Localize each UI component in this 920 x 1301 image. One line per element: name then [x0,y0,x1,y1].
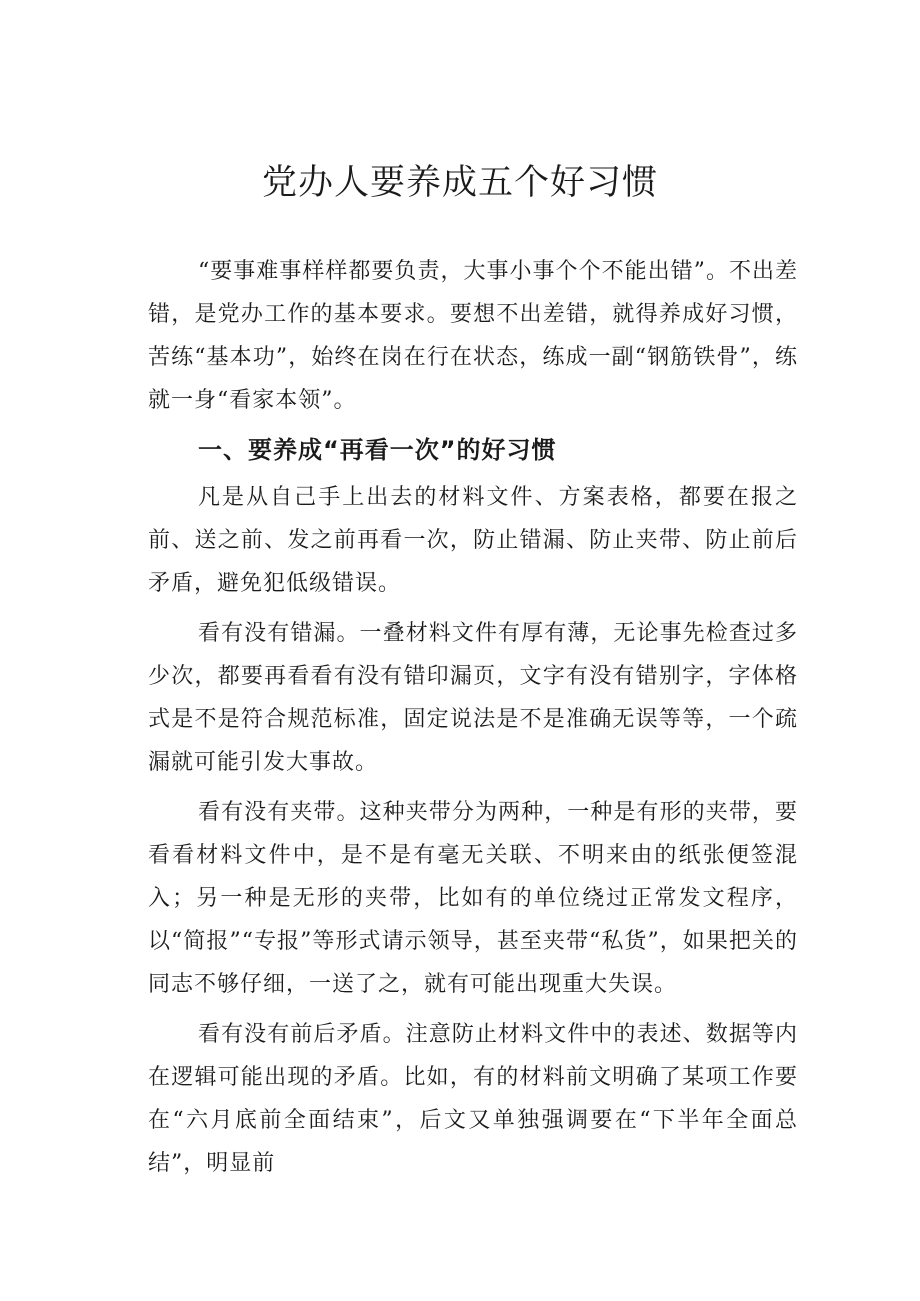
paragraph-overview: 凡是从自己手上出去的材料文件、方案表格，都要在报之前、送之前、发之前再看一次，防止错漏、防止夹带、防止前后矛盾，避免犯低级错误。 [148,485,798,596]
paragraph-contradictions: 看有没有前后矛盾。注意防止材料文件中的表述、数据等内在逻辑可能出现的矛盾。比如，有的材料前文明确了某项工作要在“六月底前全面结束”，后文又单独强调要在“下半年全面总结”，明显前 [148,1022,798,1176]
paragraph-errors-omissions: 看有没有错漏。一叠材料文件有厚有薄，无论事先检查过多少次，都要再看看有没有错印漏页，文字有没有错别字，字体格式是不是符合规范标准，固定说法是不是准确无误等等，一个疏漏就可能引发大事故。 [148,621,798,775]
intro-paragraph: “要事难事样样都要负责，大事小事个个不能出错”。不出差错，是党办工作的基本要求。要想不出差错，就得养成好习惯，苦练“基本功”，始终在岗在行在状态，练成一副“钢筋铁骨”，练就一身“看家本领”。 [148,259,798,413]
paragraph-inserted-material: 看有没有夹带。这种夹带分为两种，一种是有形的夹带，要看看材料文件中，是不是有毫无关联、不明来由的纸张便签混入；另一种是无形的夹带，比如有的单位绕过正常发文程序，以“简报”“专报”等形式请示领导，甚至夹带“私货”，如果把关的同志不够仔细，一送了之，就有可能出现重大失误。 [148,800,798,997]
document-title: 党办人要养成五个好习惯 [261,163,658,203]
section-heading: 一、要养成“再看一次”的好习惯 [198,436,557,464]
document-body [148,250,798,1192]
